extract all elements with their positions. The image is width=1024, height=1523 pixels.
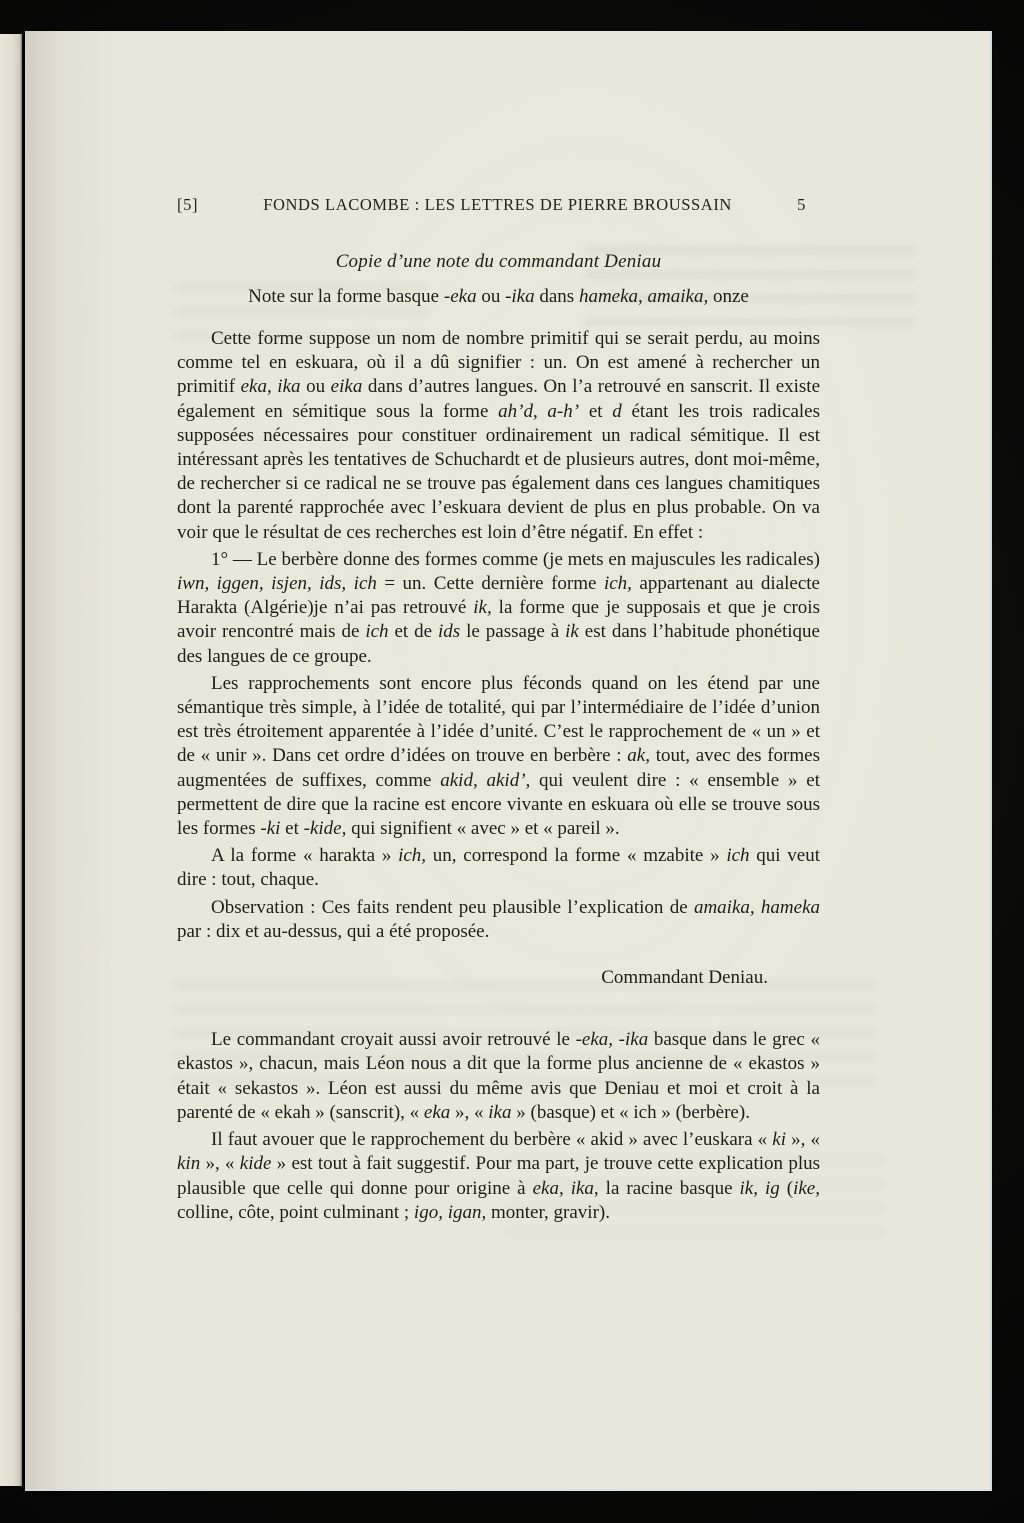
book-page — [25, 31, 992, 1491]
note-subtitle: Note sur la forme basque -eka ou -ika dans hameka, amaika, onze — [248, 286, 749, 307]
note-title: Copie d’une note du commandant Deniau — [335, 251, 662, 272]
page-header — [177, 195, 820, 215]
note-paragraph: A la forme « harakta » ich, un, correspond la forme « mzabite » ich qui veut dire : tout, chaque. — [177, 845, 820, 891]
note-paragraph: Observation : Ces faits rendent peu plausible l’explication de amaika, hameka par : dix et au-dessus, qui a été proposée. — [177, 896, 820, 942]
note-paragraph: Cette forme suppose un nom de nombre primitif qui se serait perdu, au moins comme tel en eskuara, où il a dû signifier : un. On est amené à rechercher un primitif eka, ika ou eika dans d’autres langues. On l’a retrouvé en sanscrit. Il existe également en sémitique sous la forme ah’d, a-h’ et d étant les trois radicales supposées nécessaires pour constituer ordinairement un radical sémitique. Il est intéressant après les tentatives de Schuchardt et de plusieurs autres, dont moi-même, de rechercher si ce radical ne se trouve pas également dans ces langues chamitiques dont la parenté rapprochée avec l’eskuara devient de plus en plus probable. On va voir que le résultat de ces recherches est loin d’être négatif. En effet : — [177, 328, 821, 543]
page-number: 5 — [797, 195, 806, 214]
editor-commentary — [177, 1028, 820, 1225]
note-paragraph: Les rapprochements sont encore plus féconds quand on les étend par une sémantique très simple, à l’idée de totalité, qui par l’intermédiaire de l’idée d’union est très étroitement apparentée à l’idée d’unité. C’est le rapprochement de « un » et de « unir ». Dans cet ordre d’idées on trouve en berbère : ak, tout, avec des formes augmentées de suffixes, comme akid, akid’, qui veulent dire : « ensemble » et permettent de dire que la racine est encore vivante en eskuara où elle se trouve sous les formes -ki et -kide, qui signifient « avec » et « pareil ». — [177, 672, 820, 840]
previous-page-edge — [0, 34, 22, 1486]
note-body — [177, 327, 820, 990]
page-content — [177, 195, 820, 1225]
commentary-paragraph: Il faut avouer que le rapprochement du berbère « akid » avec l’euskara « ki », « kin », « kide » est tout à fait suggestif. Pour ma part, je trouve cette explication plus plausible que celle qui donne pour origine à eka, ika, la racine basque ik, ig (ike, colline, côte, point culminant ; igo, igan, monter, gravir). — [177, 1129, 820, 1223]
signature: Commandant Deniau. — [601, 967, 768, 989]
commentary-paragraph: Le commandant croyait aussi avoir retrouvé le -eka, -ika basque dans le grec « ekastos », chacun, mais Léon nous a dit que la forme plus ancienne de « ekastos » était « sekastos ». Léon est aussi du même avis que Deniau et moi et croit à la parenté de « ekah » (sanscrit), « eka », « ika » (basque) et « ich » (berbère). — [177, 1029, 820, 1123]
note-paragraph: 1° — Le berbère donne des formes comme (je mets en majuscules les radicales) iwn, iggen, isjen, ids, ich = un. Cette dernière forme ich, appartenant au dialecte Harakta (Algérie)je n’ai pas retrouvé ik, la forme que je supposais et que je crois avoir rencontré mais de ich et de ids le passage à ik est dans l’habitude phonétique des langues de ce groupe. — [177, 548, 820, 667]
running-title: FONDS LACOMBE : LES LETTRES DE PIERRE BROUSSAIN — [263, 195, 732, 214]
margin-reference: [5] — [177, 195, 199, 214]
